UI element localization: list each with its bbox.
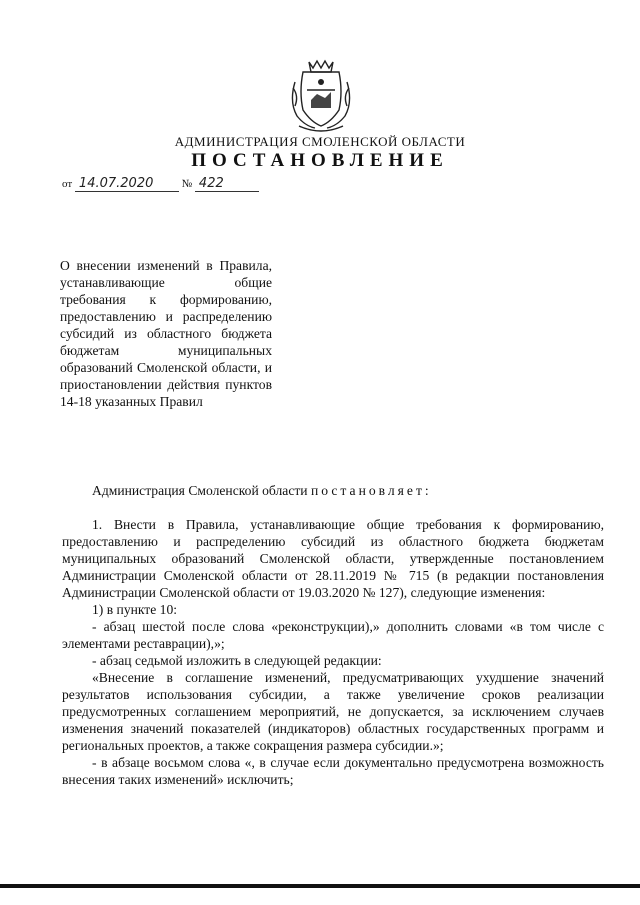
preamble <box>62 482 604 499</box>
body-paragraph: - в абзаце восьмом слова «, в случае если документально предусмотрена возможность внесения таких изменений» исключить; <box>62 755 604 787</box>
document-subject: О внесении изменений в Правила, устанавливающие общие требования к формированию, предоставлению и распределению субсидий из областного бюджета бюджетам муниципальных образований Смоленской области, и приостановлении действия пунктов 14-18 указанных Правил <box>60 258 272 409</box>
coat-of-arms-emblem <box>285 52 357 132</box>
document-date: 14.07.2020 <box>75 176 179 192</box>
preamble-text: Администрация Смоленской области <box>92 483 308 498</box>
body-paragraph: 1) в пункте 10: <box>92 602 178 617</box>
bottom-border <box>0 884 640 888</box>
body-paragraph: - абзац седьмой изложить в следующей редакции: <box>92 653 382 668</box>
document-number: 422 <box>195 176 259 192</box>
body-paragraph: «Внесение в соглашение изменений, предусматривающих ухудшение значений результатов использования субсидии, а также увеличение сроков реализации предусмотренных соглашением мероприятий, не допускается, за исключением случаев изменения значений показателей (индикаторов) областных государственных программ и региональных проектов, а также сокращения размера субсидии.»; <box>62 670 604 753</box>
organization-name: АДМИНИСТРАЦИЯ СМОЛЕНСКОЙ ОБЛАСТИ <box>174 134 466 149</box>
body-paragraph: 1. Внести в Правила, устанавливающие общие требования к формированию, предоставлению и распределению субсидий из областного бюджета бюджетам муниципальных образований Смоленской области, утвержденные постановлением Администрации Смоленской области от 28.11.2019 № 715 (в редакции постановления Администрации Смоленской области от 19.03.2020 № 127), следующие изменения: <box>62 517 604 600</box>
date-number-line <box>62 176 259 192</box>
body-paragraph: - абзац шестой после слова «реконструкции),» дополнить словами «в том числе с элементами реставрации),»; <box>62 619 604 651</box>
date-prefix: от <box>62 178 73 190</box>
document-body <box>62 482 604 788</box>
preamble-verb: постановляет: <box>310 483 432 498</box>
number-prefix: № <box>181 178 193 190</box>
document-type-title: ПОСТАНОВЛЕНИЕ <box>191 150 449 171</box>
